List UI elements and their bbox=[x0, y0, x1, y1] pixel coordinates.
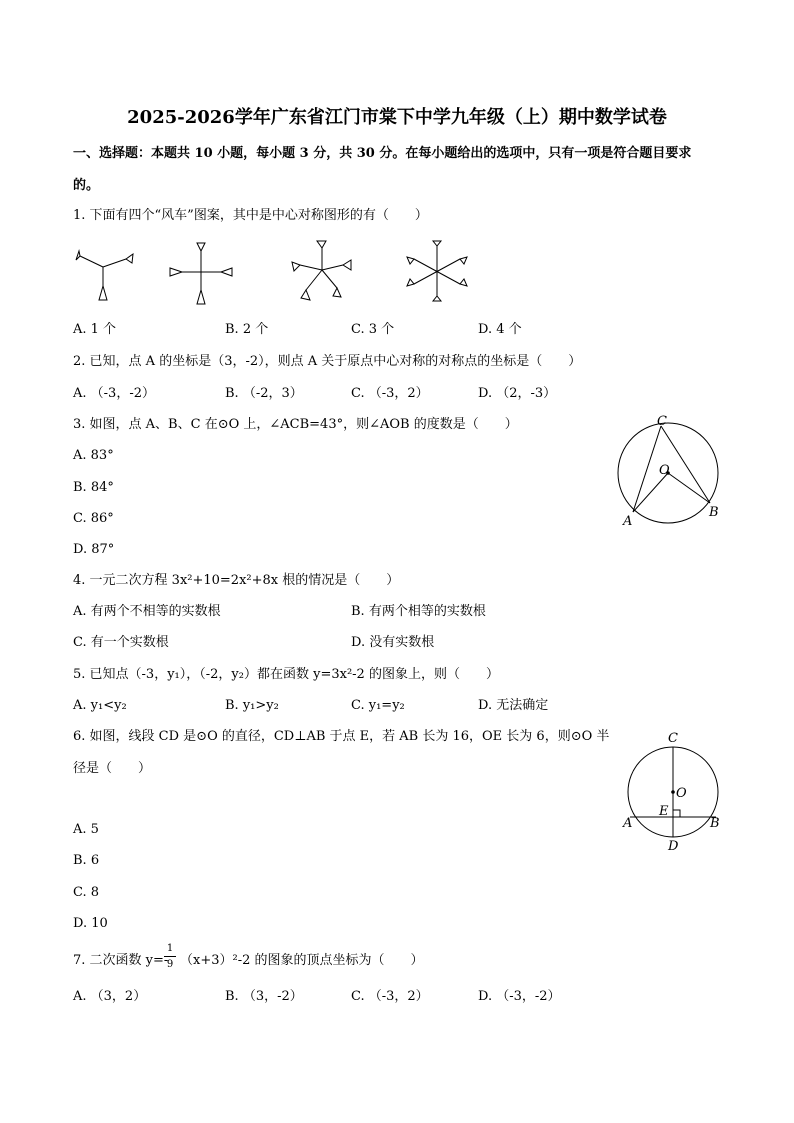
q1-stem: 1. 下面有四个“风车”图案，其中是中心对称图形的有（ ） bbox=[73, 208, 428, 223]
section-heading-line2: 的。 bbox=[73, 178, 100, 193]
q1-option-d: D. 4 个 bbox=[478, 322, 522, 337]
q7-stem-before: 7. 二次函数 y=- bbox=[73, 953, 169, 968]
pinwheel-four-arms-icon bbox=[170, 243, 232, 304]
q4-option-d: D. 没有实数根 bbox=[351, 635, 435, 650]
q7-frac-denominator: 9 bbox=[166, 959, 174, 970]
q7-stem-after: （x+3）²-2 的图象的顶点坐标为（ ） bbox=[180, 953, 424, 968]
q6-stem-line1: 6. 如图，线段 CD 是⊙O 的直径，CD⊥AB 于点 E，若 AB 长为 16，OE 长为 6，则⊙O 半 bbox=[73, 729, 610, 744]
q6-circle-figure bbox=[612, 726, 752, 856]
q3-option-b: B. 84° bbox=[73, 480, 114, 495]
q3-option-d: D. 87° bbox=[73, 542, 115, 557]
q4-option-c: C. 有一个实数根 bbox=[73, 635, 169, 650]
q2-option-b: B. （-2，3） bbox=[225, 386, 303, 401]
q5-option-a: A. y₁<y₂ bbox=[73, 698, 127, 713]
q5-option-b: B. y₁>y₂ bbox=[225, 698, 279, 713]
q6-label-b: B bbox=[710, 816, 720, 831]
pinwheel-three-arms-icon bbox=[76, 251, 133, 300]
q4-stem: 4. 一元二次方程 3x²+10=2x²+8x 根的情况是（ ） bbox=[73, 573, 400, 588]
q6-option-a: A. 5 bbox=[73, 822, 99, 837]
q3-option-c: C. 86° bbox=[73, 511, 114, 526]
q5-option-d: D. 无法确定 bbox=[478, 698, 549, 713]
q7-option-c: C. （-3，2） bbox=[351, 989, 429, 1004]
q6-option-d: D. 10 bbox=[73, 916, 108, 931]
q1-option-a: A. 1 个 bbox=[73, 322, 117, 337]
q7-option-a: A. （3，2） bbox=[73, 989, 147, 1004]
q3-label-b: B bbox=[709, 505, 719, 520]
q7-option-b: B. （3，-2） bbox=[225, 989, 303, 1004]
q5-option-c: C. y₁=y₂ bbox=[351, 698, 405, 713]
q3-label-a: A bbox=[623, 514, 633, 529]
q6-label-d: D bbox=[668, 839, 679, 854]
q6-label-a: A bbox=[623, 816, 633, 831]
page-title: 2025-2026学年广东省江门市棠下中学九年级（上）期中数学试卷 bbox=[127, 107, 667, 128]
q2-option-a: A. （-3，-2） bbox=[73, 386, 155, 401]
q3-label-o: O bbox=[659, 463, 670, 478]
q5-stem: 5. 已知点（-3，y₁），（-2，y₂）都在函数 y=3x²-2 的图象上，则（ ） bbox=[73, 667, 499, 682]
q3-stem: 3. 如图，点 A、B、C 在⊙O 上，∠ACB=43°，则∠AOB 的度数是（ ） bbox=[73, 417, 518, 432]
q3-circle-figure bbox=[606, 410, 746, 530]
q6-label-c: C bbox=[668, 731, 678, 746]
q4-option-a: A. 有两个不相等的实数根 bbox=[73, 604, 221, 619]
q2-option-d: D. （2，-3） bbox=[478, 386, 557, 401]
q2-option-c: C. （-3，2） bbox=[351, 386, 429, 401]
q6-label-o: O bbox=[676, 786, 687, 801]
q4-option-b: B. 有两个相等的实数根 bbox=[351, 604, 486, 619]
q6-stem-line2: 径是（ ） bbox=[73, 761, 152, 776]
q7-option-d: D. （-3，-2） bbox=[478, 989, 561, 1004]
q6-label-e: E bbox=[659, 804, 669, 819]
pinwheel-five-arms-icon bbox=[292, 241, 351, 300]
q1-option-c: C. 3 个 bbox=[351, 322, 395, 337]
q3-label-c: C bbox=[657, 414, 667, 429]
pinwheel-six-arms-icon bbox=[407, 241, 467, 301]
q6-option-b: B. 6 bbox=[73, 853, 100, 868]
q3-option-a: A. 83° bbox=[73, 448, 114, 463]
q7-frac-numerator: 1 bbox=[166, 943, 174, 954]
section-heading-line1: 一、选择题：本题共 10 小题，每小题 3 分，共 30 分。在每小题给出的选项中，只有一项是符合题目要求 bbox=[73, 146, 692, 161]
q7-frac-bar bbox=[164, 956, 176, 957]
q2-stem: 2. 已知，点 A 的坐标是（3，-2），则点 A 关于原点中心对称的对称点的坐标是（ ） bbox=[73, 354, 582, 369]
q6-option-c: C. 8 bbox=[73, 885, 100, 900]
q1-option-b: B. 2 个 bbox=[225, 322, 269, 337]
